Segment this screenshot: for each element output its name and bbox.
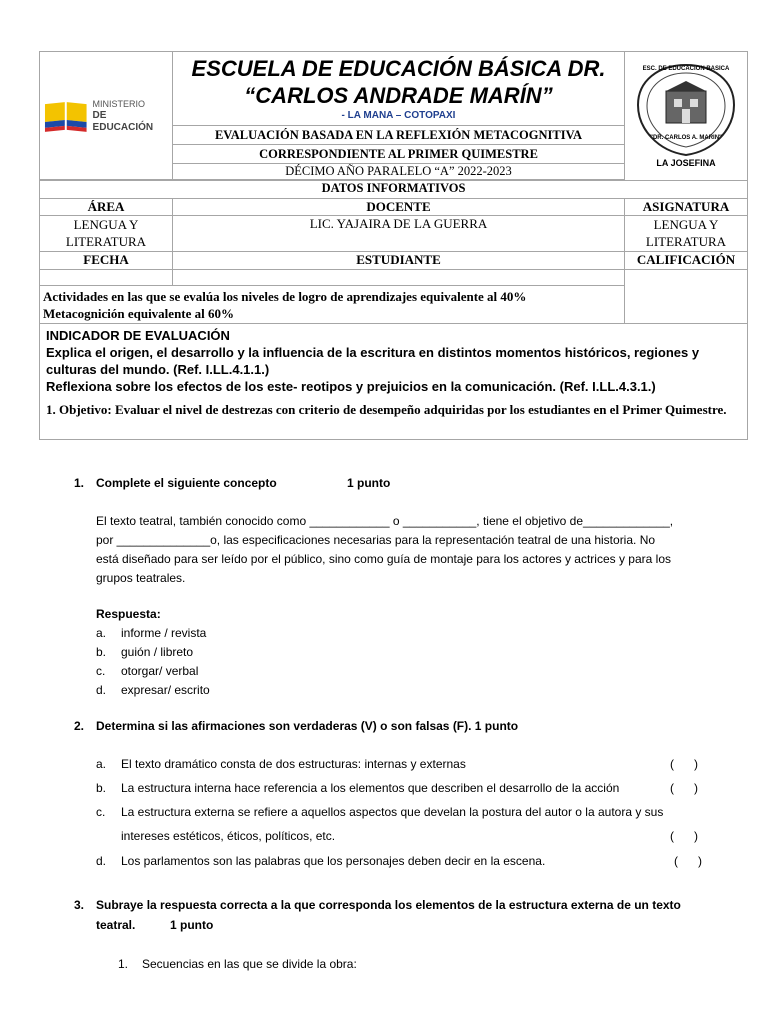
question-1 xyxy=(74,474,724,700)
seal-caption: LA JOSEFINA xyxy=(656,158,716,168)
area-label: ÁREA xyxy=(40,199,173,216)
question-2 xyxy=(74,717,724,877)
q1-answer-label: Respuesta: xyxy=(96,607,161,621)
q1-concept-line1: El texto teatral, también conocido como ____________ o ___________, tiene el objetivo de_____________, xyxy=(96,514,674,528)
q1-option-letter: c. xyxy=(96,664,106,678)
school-name-line1: ESCUELA DE EDUCACIÓN BÁSICA DR. xyxy=(191,56,606,81)
ministry-logo-cell xyxy=(40,52,173,180)
fecha-field[interactable] xyxy=(40,270,173,286)
school-name-line2: “CARLOS ANDRADE MARÍN” xyxy=(244,83,553,108)
ecuador-flag-icon xyxy=(43,98,89,134)
school-location: - LA MANA – COTOPAXI xyxy=(341,110,456,121)
q2-item-text: El texto dramático consta de dos estructuras: internas y externas xyxy=(121,757,466,771)
calificacion-label: CALIFICACIÓN xyxy=(625,252,748,270)
school-seal-cell xyxy=(625,52,748,181)
q3-title-line1: Subraye la respuesta correcta a la que corresponda los elementos de la estructura externa de un texto xyxy=(96,898,681,912)
q2-item-text: Los parlamentos son las palabras que los personajes deben decir en la escena. xyxy=(121,854,546,868)
q2-item-letter: c. xyxy=(96,805,106,819)
ministry-name-line1: MINISTERIO xyxy=(92,98,146,109)
course-label: DÉCIMO AÑO PARALELO “A” 2022-2023 xyxy=(285,164,512,178)
evaluation-title: EVALUACIÓN BASADA EN LA REFLEXIÓN METACOGNITIVA xyxy=(214,128,583,142)
q2-answer-blank-d[interactable]: ( ) xyxy=(674,854,702,868)
q3-number: 3. xyxy=(74,898,85,912)
course-cell xyxy=(173,164,625,180)
docente-value: LIC. YAJAIRA DE LA GUERRA xyxy=(173,216,625,252)
q1-title: Complete el siguiente concepto xyxy=(96,476,277,490)
activities-line2: Metacognición equivalente al 60% xyxy=(43,306,235,321)
indicator-title: INDICADOR DE EVALUACIÓN xyxy=(46,328,230,343)
q2-item-text: La estructura externa se refiere a aquellos aspectos que develan la postura del autor o la autora y sus xyxy=(121,805,664,819)
school-name-cell xyxy=(173,52,625,126)
q2-header xyxy=(74,717,724,736)
asignatura-label: ASIGNATURA xyxy=(625,199,748,216)
q2-number: 2. xyxy=(74,719,85,733)
indicator-cell xyxy=(40,324,748,440)
q3-points: 1 punto xyxy=(170,918,214,932)
seal-bottom-text: "DR. CARLOS A. MARIN" xyxy=(650,135,722,141)
q1-option-letter: b. xyxy=(96,645,107,659)
indicator-text-1: Explica el origen, el desarrollo y la influencia de la escritura en distintos momentos históricos, regiones y culturas del mundo. (Ref. I.LL.4.1.1.) xyxy=(46,345,700,377)
q2-item-letter: b. xyxy=(96,781,107,795)
q2-answer-blank-a[interactable]: ( ) xyxy=(670,757,698,771)
q2-answer-blank-c[interactable]: ( ) xyxy=(670,829,698,843)
q1-concept-line2: por ______________o, las especificaciones necesarias para la representación teatral de una historia. No xyxy=(96,533,656,547)
q1-option-text: otorgar/ verbal xyxy=(121,664,199,678)
question-3 xyxy=(74,896,724,976)
area-value: LENGUA Y LITERATURA xyxy=(40,216,173,252)
q3-title-line2: teatral. xyxy=(96,918,136,932)
indicator-text-2: Reflexiona sobre los efectos de los este- reotipos y prejuicios en la comunicación. (Ref. I.LL.4.3.1.) xyxy=(46,379,656,394)
q3-subitem-number: 1. xyxy=(118,957,129,971)
school-seal-icon xyxy=(630,59,742,169)
ministry-name-line2: DE EDUCACIÓN xyxy=(92,109,154,133)
q2-item-text-continued: intereses estéticos, éticos, políticos, etc. xyxy=(121,829,336,843)
activities-cell xyxy=(40,286,625,324)
q1-concept-line4: grupos teatrales. xyxy=(96,571,186,585)
q1-concept-line3: está diseñado para ser leído por el público, sino como guía de montaje para los actores y actrices y para los xyxy=(96,552,671,566)
info-section-title: DATOS INFORMATIVOS xyxy=(40,181,748,199)
q2-title: Determina si las afirmaciones son verdaderas (V) o son falsas (F). 1 punto xyxy=(96,719,519,733)
evaluation-period: CORRESPONDIENTE AL PRIMER QUIMESTRE xyxy=(173,144,624,163)
q2-item-text: La estructura interna hace referencia a los elementos que describen el desarrollo de la acción xyxy=(121,781,620,795)
docente-label: DOCENTE xyxy=(173,199,625,216)
seal-top-text: ESC. DE EDUCACION BASICA xyxy=(642,66,730,72)
activities-line1: Actividades en las que se evalúa los niveles de logro de aprendizajes equivalente al 40% xyxy=(43,289,527,304)
q1-option-text: informe / revista xyxy=(121,626,207,640)
calificacion-field[interactable] xyxy=(625,270,748,324)
q3-subitem-text: Secuencias en las que se divide la obra: xyxy=(142,957,357,971)
objective-text: 1. Objetivo: Evaluar el nivel de destrezas con criterio de desempeño adquiridas por los estudiantes en el Primer Quimestre. xyxy=(46,402,727,417)
q1-number: 1. xyxy=(74,476,85,490)
q1-option-text: guión / libreto xyxy=(121,645,194,659)
q1-points: 1 punto xyxy=(347,476,391,490)
ministry-logo xyxy=(43,98,169,134)
q1-option-letter: a. xyxy=(96,626,107,640)
fecha-label: FECHA xyxy=(40,252,173,270)
q1-option-letter: d. xyxy=(96,683,107,697)
q2-item-letter: d. xyxy=(96,854,107,868)
q1-option-text: expresar/ escrito xyxy=(121,683,210,697)
estudiante-field[interactable] xyxy=(173,270,625,286)
q2-answer-blank-b[interactable]: ( ) xyxy=(670,781,698,795)
header-table xyxy=(39,51,748,440)
q2-item-letter: a. xyxy=(96,757,107,771)
evaluation-title-cell xyxy=(173,126,625,164)
estudiante-label: ESTUDIANTE xyxy=(173,252,625,270)
asignatura-value: LENGUA Y LITERATURA xyxy=(625,216,748,252)
q1-header xyxy=(74,474,724,493)
